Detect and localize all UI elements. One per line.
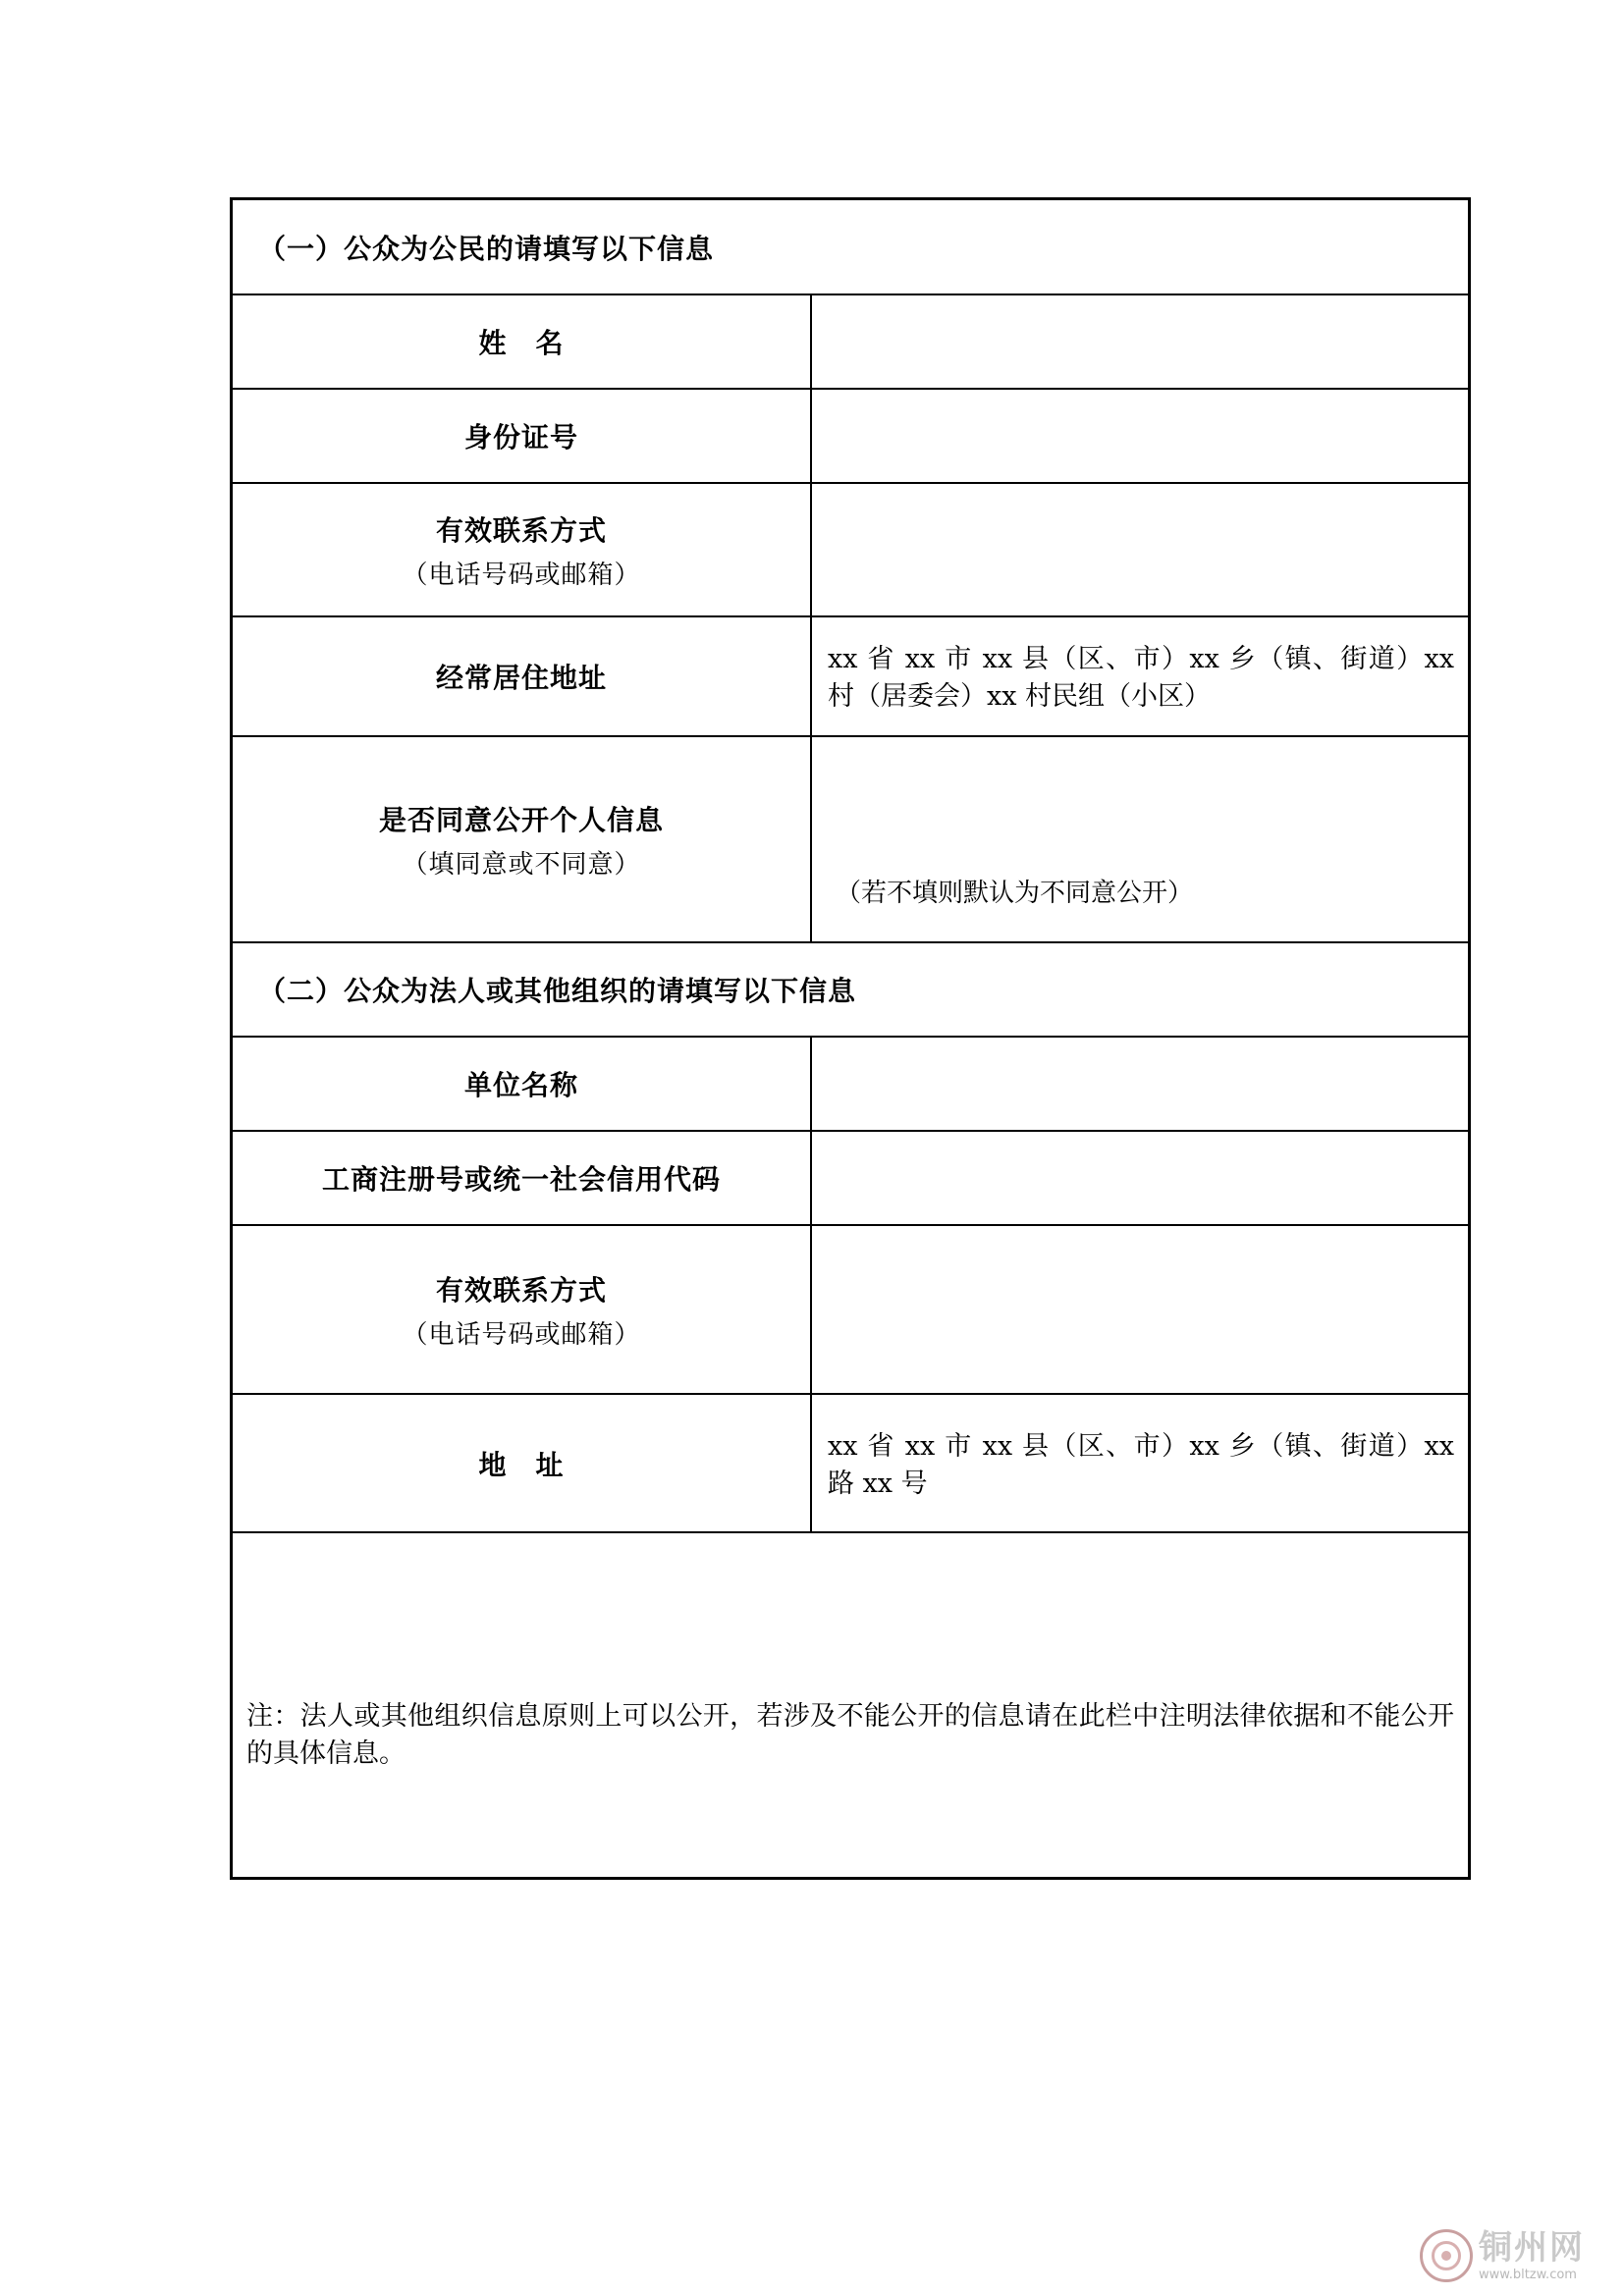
section-1-title: （一）公众为公民的请填写以下信息 xyxy=(258,232,715,265)
field-hint-org-contact: （电话号码或邮箱） xyxy=(402,1319,641,1350)
residence-address-input-cell[interactable] xyxy=(812,617,1468,735)
field-label-consent: 是否同意公开个人信息 xyxy=(378,803,664,836)
label-cell xyxy=(233,617,812,735)
site-logo-icon xyxy=(1420,2229,1473,2282)
watermark-site-url: www.bltzw.com xyxy=(1479,2267,1577,2282)
disclosure-note: 注：法人或其他组织信息原则上可以公开，若涉及不能公开的信息请在此栏中注明法律依据和不能公开的具体信息。 xyxy=(246,1701,1454,1769)
org-name-input-cell[interactable] xyxy=(812,1038,1468,1130)
disclosure-form-table xyxy=(230,197,1471,1880)
field-label-org-name: 单位名称 xyxy=(463,1069,578,1101)
section-2-header xyxy=(233,943,1468,1038)
org-address-input-cell[interactable] xyxy=(812,1395,1468,1531)
consent-input-cell[interactable] xyxy=(812,737,1468,941)
field-label-name: 姓 名 xyxy=(478,327,565,359)
registration-code-input-cell[interactable] xyxy=(812,1132,1468,1224)
form-row-residence-address xyxy=(233,617,1468,737)
form-row-org-contact xyxy=(233,1226,1468,1395)
form-row-consent xyxy=(233,737,1468,943)
label-cell xyxy=(233,737,812,941)
section-2-title: （二）公众为法人或其他组织的请填写以下信息 xyxy=(258,975,857,1007)
label-cell xyxy=(233,390,812,482)
form-row-contact xyxy=(233,484,1468,617)
consent-default-note: （若不填则默认为不同意公开） xyxy=(836,879,1194,908)
label-cell xyxy=(233,295,812,388)
form-row-org-name xyxy=(233,1038,1468,1132)
site-watermark xyxy=(1420,2221,1616,2290)
field-hint-consent: （填同意或不同意） xyxy=(402,849,641,880)
label-cell xyxy=(233,1226,812,1393)
label-cell xyxy=(233,1132,812,1224)
field-hint-contact: （电话号码或邮箱） xyxy=(402,560,641,590)
form-row-id-number xyxy=(233,390,1468,484)
label-cell xyxy=(233,1395,812,1531)
label-cell xyxy=(233,484,812,615)
section-1-header xyxy=(233,200,1468,295)
watermark-site-name: 铜州网 xyxy=(1479,2227,1585,2268)
field-label-residence-address: 经常居住地址 xyxy=(435,662,607,694)
field-label-org-contact: 有效联系方式 xyxy=(435,1273,607,1307)
residence-address-template: xx 省 xx 市 xx 县（区、市）xx 乡（镇、街道）xx 村（居委会）xx 村民组（小区） xyxy=(828,644,1454,712)
field-label-org-address: 地 址 xyxy=(478,1448,565,1481)
field-label-id-number: 身份证号 xyxy=(463,421,578,454)
field-label-registration-code: 工商注册号或统一社会信用代码 xyxy=(321,1163,721,1196)
form-row-registration-code xyxy=(233,1132,1468,1226)
contact-input-cell[interactable] xyxy=(812,484,1468,615)
org-address-template: xx 省 xx 市 xx 县（区、市）xx 乡（镇、街道）xx 路 xx 号 xyxy=(828,1431,1454,1499)
watermark-text xyxy=(1479,2227,1585,2282)
form-row-org-address xyxy=(233,1395,1468,1533)
form-row-note xyxy=(233,1533,1468,1877)
id-number-input-cell[interactable] xyxy=(812,390,1468,482)
form-row-name xyxy=(233,295,1468,390)
field-label-contact: 有效联系方式 xyxy=(435,513,607,547)
org-contact-input-cell[interactable] xyxy=(812,1226,1468,1393)
name-input-cell[interactable] xyxy=(812,295,1468,388)
label-cell xyxy=(233,1038,812,1130)
